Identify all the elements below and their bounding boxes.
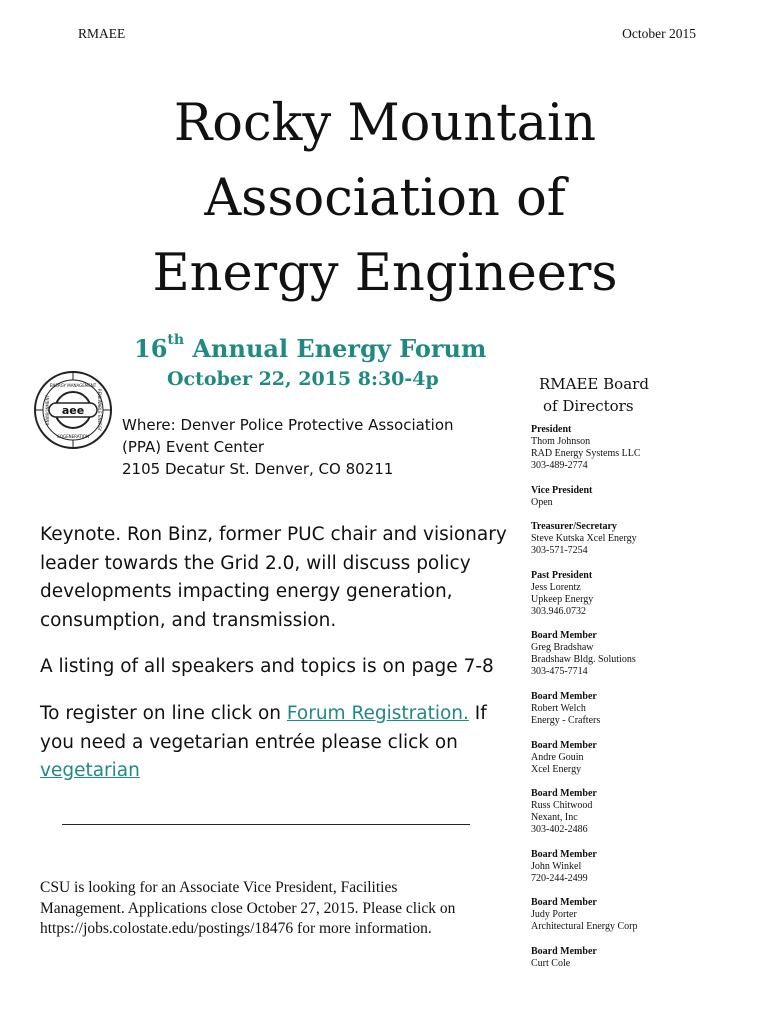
board-member-line: 720-244-2499 (531, 873, 588, 884)
board-member (531, 897, 761, 933)
keynote-line: consumption, and transmission. (40, 609, 337, 631)
forum-registration-link[interactable]: Forum Registration. (286, 703, 469, 724)
section-divider (62, 824, 470, 825)
board-member-line: Nexant, Inc (531, 812, 578, 823)
register-after-link: If (468, 703, 487, 724)
board-member-line: Xcel Energy (531, 764, 582, 775)
board-member-line: Greg Bradshaw (531, 642, 594, 653)
aee-logo-icon (33, 370, 113, 450)
logo-ring-top: ENERGY MANAGEMENT (49, 383, 97, 388)
board-role: Board Member (531, 788, 597, 799)
board-member-line: Robert Welch (531, 703, 586, 714)
board-member (531, 521, 761, 557)
location-line: (PPA) Event Center (122, 438, 265, 456)
board-member-line: Judy Porter (531, 909, 577, 920)
event-location (122, 414, 454, 480)
board-member-line: 303-571-7254 (531, 545, 588, 556)
header-right: October 2015 (622, 26, 696, 41)
logo-ring-right: RENEWABLE ENERGY (97, 388, 102, 432)
location-line: 2105 Decatur St. Denver, CO 80211 (122, 460, 394, 478)
board-member-line: 303-475-7714 (531, 666, 588, 677)
board-title (531, 373, 649, 417)
board-member-line: Russ Chitwood (531, 800, 593, 811)
board-role: Board Member (531, 897, 597, 908)
board-role: Treasurer/Secretary (531, 521, 617, 532)
board-member-line: 303.946.0732 (531, 606, 586, 617)
board-role: Board Member (531, 740, 597, 751)
title-line: Energy Engineers (152, 244, 618, 303)
forum-number: 16 (134, 334, 168, 363)
board-member-line: Curt Cole (531, 958, 571, 969)
register-line-2: you need a vegetarian entrée please click on (40, 731, 458, 753)
board-member-line: Architectural Energy Corp (531, 921, 638, 932)
board-member-line: Open (531, 497, 553, 508)
logo-center-text: aee (61, 404, 85, 417)
keynote-line: leader towards the Grid 2.0, will discuss policy (40, 552, 471, 574)
page-title (0, 86, 770, 311)
board-member (531, 424, 761, 472)
board-role: Board Member (531, 946, 597, 957)
board-member-line: 303-489-2774 (531, 460, 588, 471)
board-member-line: Thom Johnson (531, 436, 591, 447)
listing-text: A listing of all speakers and topics is on page 7-8 (40, 656, 494, 677)
board-member (531, 740, 761, 776)
board-role: Vice President (531, 485, 593, 496)
board-member (531, 946, 761, 970)
board-member-line: John Winkel (531, 861, 582, 872)
aee-logo (33, 370, 113, 450)
board-member-line: Energy - Crafters (531, 715, 601, 726)
register-prefix: To register on line click on (40, 703, 287, 724)
board-member (531, 630, 761, 678)
board-title-line: of Directors (543, 397, 634, 415)
board-member (531, 849, 761, 885)
board-role: Board Member (531, 630, 597, 641)
keynote-line: Keynote. Ron Binz, former PUC chair and visionary (40, 524, 507, 545)
board-member-line: Bradshaw Bldg. Solutions (531, 654, 636, 665)
csu-line: https://jobs.colostate.edu/postings/18476 for more information. (40, 920, 432, 937)
keynote-paragraph (40, 521, 510, 635)
header-left: RMAEE (78, 26, 126, 41)
board-member-line: Jess Lorentz (531, 582, 581, 593)
board-role: Board Member (531, 691, 597, 702)
board-member (531, 788, 761, 836)
forum-title-rest: Annual Energy Forum (184, 334, 487, 363)
forum-date: October 22, 2015 8:30-4p (167, 368, 439, 390)
board-member-line: RAD Energy Systems LLC (531, 448, 641, 459)
board-role: President (531, 424, 572, 435)
board-member-line: Steve Kutska Xcel Energy (531, 533, 637, 544)
registration-paragraph (40, 700, 510, 786)
board-member-line: Upkeep Energy (531, 594, 594, 605)
board-member (531, 485, 761, 509)
logo-ring-bottom: COGENERATION (57, 434, 89, 439)
board-member-line: Andre Gouin (531, 752, 584, 763)
csu-announcement (40, 878, 455, 940)
logo-ring-left: ENVIRONMENT (45, 395, 50, 425)
board-member (531, 691, 761, 727)
keynote-line: developments impacting energy generation, (40, 581, 453, 602)
board-role: Board Member (531, 849, 597, 860)
board-member-line: 303-402-2486 (531, 824, 588, 835)
vegetarian-link[interactable]: vegetarian (40, 760, 140, 781)
location-line: Where: Denver Police Protective Association (122, 416, 454, 434)
title-line: Rocky Mountain (173, 94, 597, 153)
title-line: Association of (204, 169, 566, 228)
speaker-listing-note (40, 653, 510, 682)
board-title-line: RMAEE Board (539, 375, 649, 393)
csu-line: Management. Applications close October 27, 2015. Please click on (40, 899, 456, 917)
board-member (531, 570, 761, 618)
forum-ordinal: th (167, 332, 185, 348)
csu-line: CSU is looking for an Associate Vice President, Facilities (40, 879, 398, 896)
board-role: Past President (531, 570, 593, 581)
forum-title (134, 334, 486, 363)
